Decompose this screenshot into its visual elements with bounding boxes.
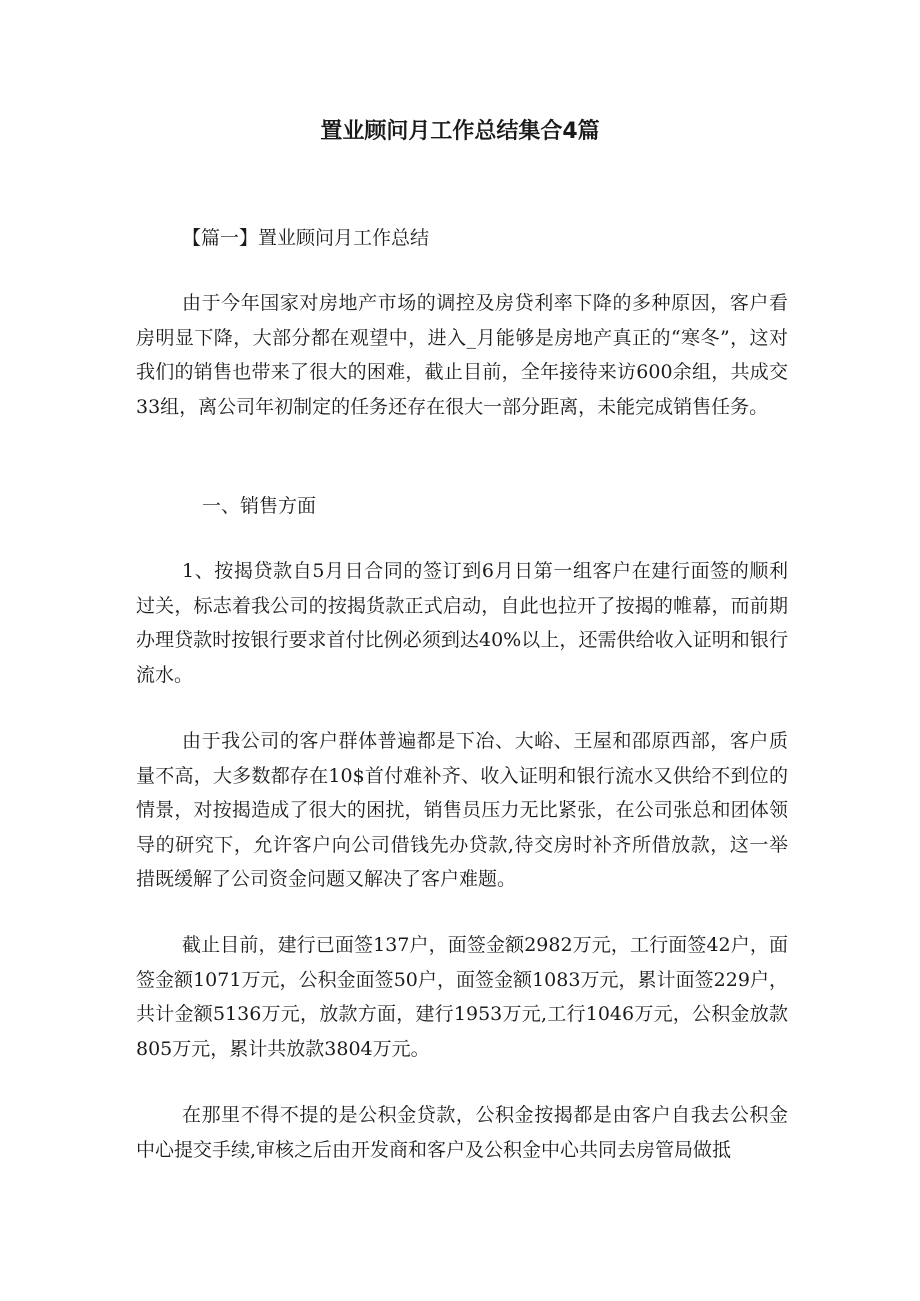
paragraph-intro: 由于今年国家对房地产市场的调控及房贷利率下降的多种原因，客户看房明显下降，大部分都在观望中，进入_月能够是房地产真正的“寒冬”，这对我们的销售也带来了很大的困难，截止目前，全年接待来访600余组，共成交33组，离公司年初制定的任务还存在很大一部分距离，未能完成销售任务。 bbox=[136, 292, 788, 418]
section-heading: 【篇一】置业顾问月工作总结 bbox=[182, 227, 430, 249]
subheading-sales: 一、销售方面 bbox=[202, 495, 317, 517]
document-title: 置业顾问月工作总结集合4篇 bbox=[320, 119, 600, 144]
paragraph-provident-fund: 在那里不得不提的是公积金贷款，公积金按揭都是由客户自我去公积金中心提交手续,审核之后由开发商和客户及公积金中心共同去房管局做抵 bbox=[136, 1104, 788, 1161]
paragraph-signing-stats: 截止目前，建行已面签137户，面签金额2982万元，工行面签42户，面签金额1071万元，公积金面签50户，面签金额1083万元，累计面签229户，共计金额5136万元，放款方面，建行1953万元,工行1046万元，公积金放款805万元，累计共放款3804万元。 bbox=[136, 934, 788, 1060]
paragraph-mortgage-start: 1、按揭贷款自5月日合同的签订到6月日第一组客户在建行面签的顺利过关，标志着我公司的按揭货款正式启动，自此也拉开了按揭的帷幕，而前期办理贷款时按银行要求首付比例必须到达40%以上，还需供给收入证明和银行流水。 bbox=[136, 560, 788, 686]
paragraph-customer-group: 由于我公司的客户群体普遍都是下冶、大峪、王屋和邵原西部，客户质量不高，大多数都存在10$首付难补齐、收入证明和银行流水又供给不到位的情景，对按揭造成了很大的困扰，销售员压力无比紧张，在公司张总和团体领导的研究下，允许客户向公司借钱先办贷款,待交房时补齐所借放款，这一举措既缓解了公司资金问题又解决了客户难题。 bbox=[136, 730, 788, 890]
